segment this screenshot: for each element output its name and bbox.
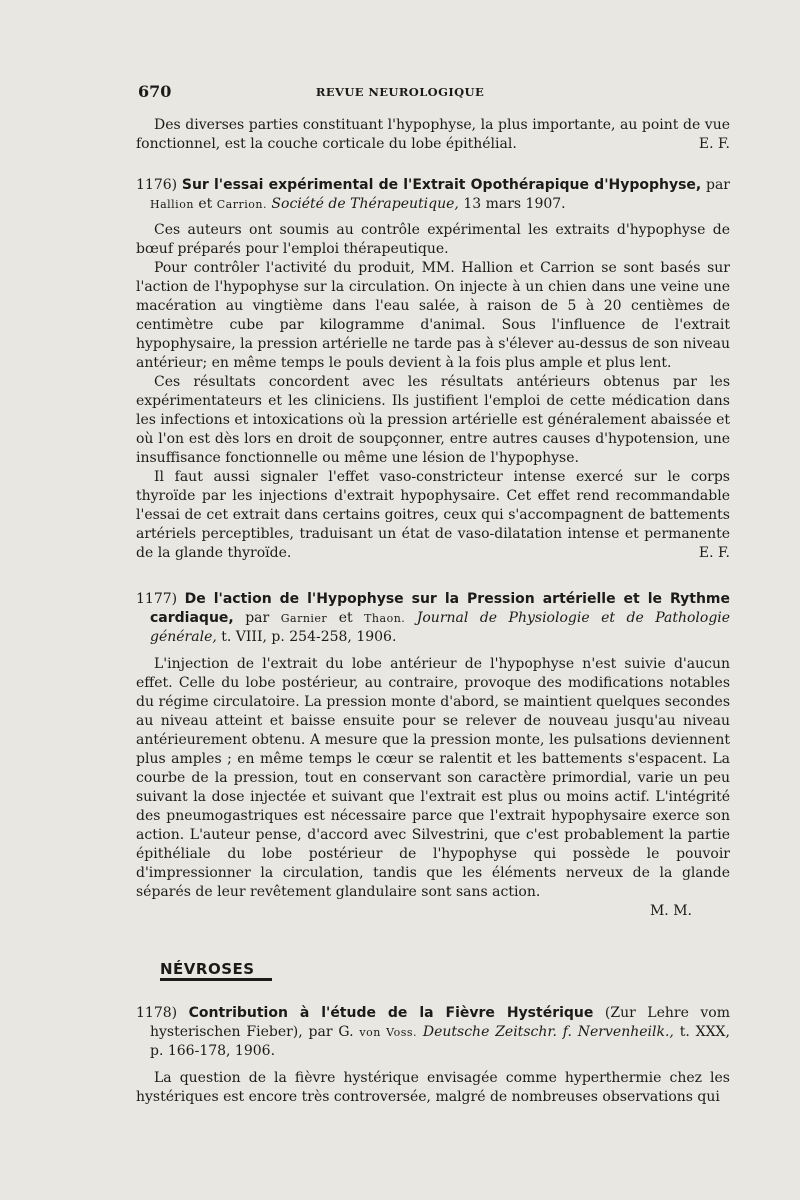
abstract-1178 xyxy=(136,1004,730,1107)
abstract-1177 xyxy=(136,590,730,921)
page-number: 670 xyxy=(138,82,172,101)
section-heading: NÉVROSES xyxy=(160,960,255,978)
abstract-1176-signature: E. F. xyxy=(698,545,730,561)
abstract-1177-p1: L'injection de l'extrait du lobe antérieur de l'hypophyse n'est suivie d'aucun effet. Celle du lobe postérieur, au contraire, provoque des modifications notables du régime circulatoire. La pression monte d'abord, se maintient quelques secondes au niveau atteint et baisse ensuite pour se relever de nouveau jusqu'au niveau antérieurement obtenu. A mesure que la pression monte, les pulsations deviennent plus amples ; en même temps le cœur se ralentit et les battements s'espacent. La courbe de la pression, tout en conservant son caractère primordial, varie un peu suivant la dose injectée et suivant que l'extrait est plus ou moins actif. L'intégrité des pneumogastriques est nécessaire parce que l'extrait hypophysaire exerce son action. L'auteur pense, d'accord avec Silvestrini, que c'est probablement la partie épithéliale du lobe postérieur de l'hypophyse qui possède le pouvoir d'impressionner la circulation, tandis que les éléments nerveux de la glande séparés de leur revêtement glandulaire sont sans action. xyxy=(136,656,730,900)
abstract-1178-title: 1178) Contribution à l'étude de la Fièvre Hystérique (Zur Lehre vom hysterischen Fieber), par G. von Voss. Deutsche Zeitschr. f. Nervenheilk., t. XXX, p. 166-178, 1906. xyxy=(136,1005,731,1059)
abstract-1176-p4: Il faut aussi signaler l'effet vaso-constricteur intense exercé sur le corps thyroïde par les injections d'extrait hypophysaire. Cet effet rend recommandable l'essai de cet extrait dans certains goitres, ceux qui s'accompagnent de battements artériels perceptibles, traduisant un état de vaso-dilatation intense et permanente de la glande thyroïde. E. F. xyxy=(136,469,730,561)
abstract-1177-title: 1177) De l'action de l'Hypophyse sur la Pression artérielle et le Rythme cardiaque, par Garnier et Thaon. Journal de Physiologie et de Pathologie générale, t. VIII, p. 254-258, 1906. xyxy=(136,591,731,645)
intro-signature: E. F. xyxy=(698,136,730,152)
abstract-1176-p3: Ces résultats concordent avec les résultats antérieurs obtenus par les expérimentateurs et les cliniciens. Ils justifient l'emploi de cette médication dans les infections et intoxications où la pression artérielle est généralement abaissée et où l'on est dès lors en droit de soupçonner, entre autres causes d'hypotension, une insuffisance fonctionnelle ou même une lésion de l'hypophyse. xyxy=(136,374,730,466)
abstract-1176-p2: Pour contrôler l'activité du produit, MM. Hallion et Carrion se sont basés sur l'action de l'hypophyse sur la circulation. On injecte à un chien dans une veine une macération au vingtième dans l'eau salée, à raison de 5 à 20 centièmes de centimètre cube par kilogramme d'animal. Sous l'influence de l'extrait hypophysaire, la pression artérielle ne tarde pas à s'élever au-dessus de son niveau antérieur; en même temps le pouls devient à la fois plus ample et plus lent. xyxy=(136,260,730,371)
running-title: REVUE NEUROLOGIQUE xyxy=(315,85,485,99)
abstract-1176-p1: Ces auteurs ont soumis au contrôle expérimental les extraits d'hypophyse de bœuf préparés pour l'emploi thérapeutique. xyxy=(136,222,730,257)
abstract-1176 xyxy=(136,176,730,563)
abstract-1177-signature: M. M. xyxy=(649,903,692,919)
intro-block xyxy=(136,116,730,154)
intro-paragraph: Des diverses parties constituant l'hypophyse, la plus importante, au point de vue fonctionnel, est la couche corticale du lobe épithélial. E. F. xyxy=(136,117,730,152)
abstract-1178-p1: La question de la fièvre hystérique envisagée comme hyperthermie chez les hystériques est encore très controversée, malgré de nombreuses observations qui xyxy=(136,1070,730,1105)
section-underline xyxy=(160,978,272,981)
page-header xyxy=(0,82,800,106)
abstract-1176-title: 1176) Sur l'essai expérimental de l'Extrait Opothérapique d'Hypophyse, par Hallion et Carrion. Société de Thérapeutique, 13 mars 1907. xyxy=(136,177,731,212)
